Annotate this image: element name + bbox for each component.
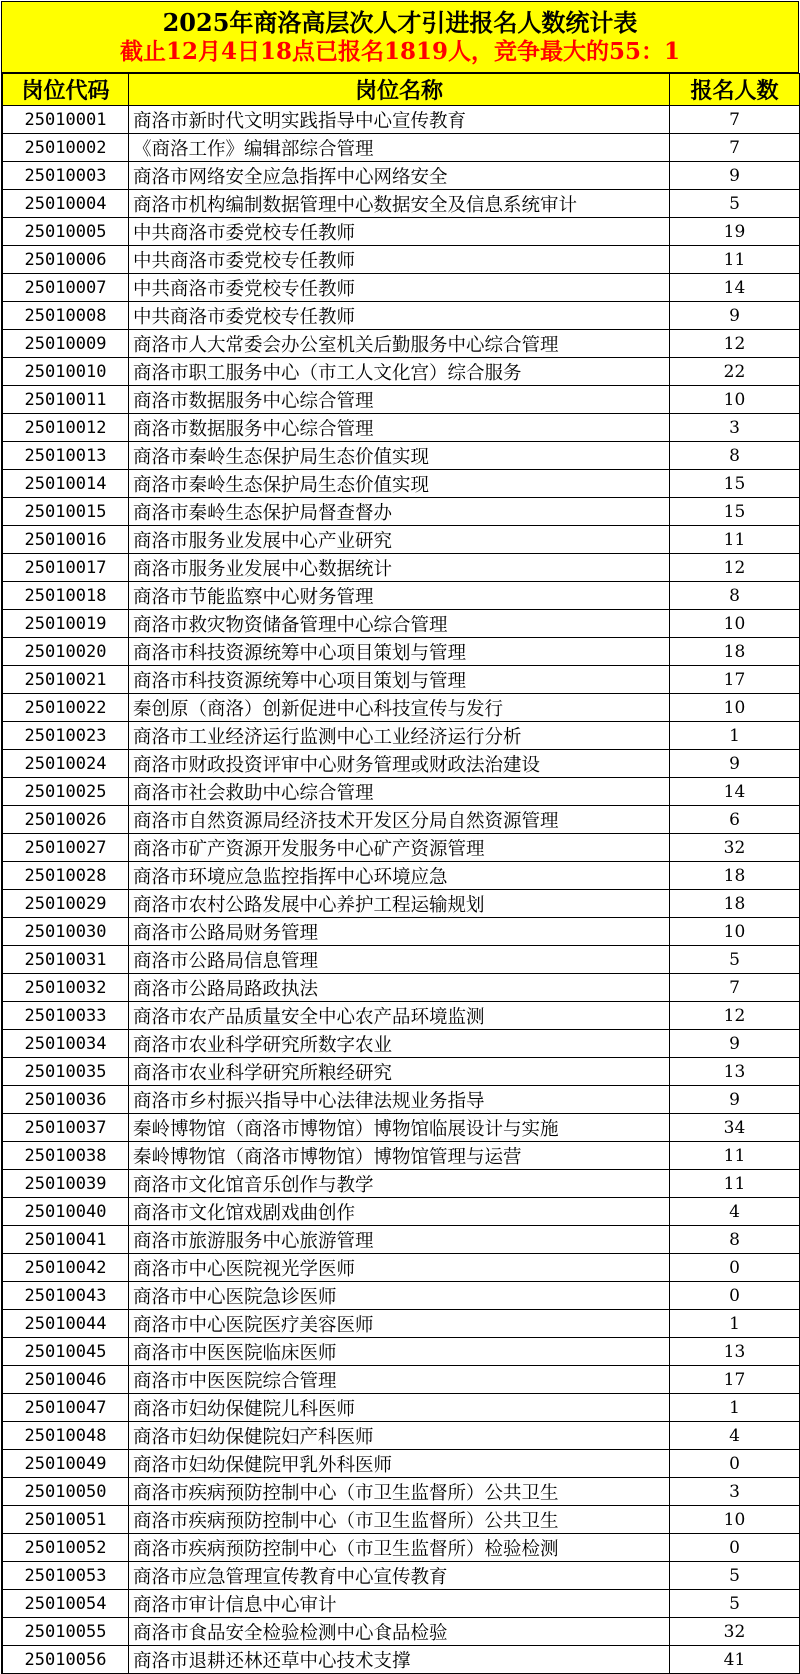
- cell-code: 25010002: [3, 134, 129, 162]
- cell-count: 9: [670, 302, 800, 330]
- table-row: [3, 1002, 800, 1030]
- cell-count: 10: [670, 1506, 800, 1534]
- cell-code: 25010033: [3, 1002, 129, 1030]
- cell-name: 商洛市中心医院急诊医师: [129, 1282, 670, 1310]
- cell-code: 25010007: [3, 274, 129, 302]
- cell-count: 3: [670, 414, 800, 442]
- cell-count: 9: [670, 1030, 800, 1058]
- cell-code: 25010024: [3, 750, 129, 778]
- cell-count: 1: [670, 722, 800, 750]
- cell-code: 25010051: [3, 1506, 129, 1534]
- cell-count: 17: [670, 666, 800, 694]
- cell-count: 11: [670, 1142, 800, 1170]
- cell-code: 25010026: [3, 806, 129, 834]
- cell-code: 25010043: [3, 1282, 129, 1310]
- table-subtitle: 截止12月4日18点已报名1819人，竞争最大的55：1: [119, 38, 681, 65]
- table-row: [3, 1562, 800, 1590]
- table-row: [3, 834, 800, 862]
- cell-count: 10: [670, 918, 800, 946]
- table-row: [3, 1310, 800, 1338]
- cell-name: 商洛市审计信息中心审计: [129, 1590, 670, 1618]
- cell-count: 15: [670, 470, 800, 498]
- cell-code: 25010028: [3, 862, 129, 890]
- cell-code: 25010049: [3, 1450, 129, 1478]
- cell-code: 25010016: [3, 526, 129, 554]
- cell-code: 25010052: [3, 1534, 129, 1562]
- table-row: [3, 498, 800, 526]
- cell-name: 商洛市工业经济运行监测中心工业经济运行分析: [129, 722, 670, 750]
- cell-name: 商洛市妇幼保健院妇产科医师: [129, 1422, 670, 1450]
- cell-code: 25010048: [3, 1422, 129, 1450]
- cell-name: 《商洛工作》编辑部综合管理: [129, 134, 670, 162]
- cell-name: 商洛市中心医院视光学医师: [129, 1254, 670, 1282]
- cell-code: 25010023: [3, 722, 129, 750]
- cell-name: 商洛市食品安全检验检测中心食品检验: [129, 1618, 670, 1646]
- cell-count: 4: [670, 1198, 800, 1226]
- cell-name: 商洛市自然资源局经济技术开发区分局自然资源管理: [129, 806, 670, 834]
- cell-code: 25010044: [3, 1310, 129, 1338]
- cell-name: 商洛市人大常委会办公室机关后勤服务中心综合管理: [129, 330, 670, 358]
- table-row: [3, 1030, 800, 1058]
- cell-count: 0: [670, 1254, 800, 1282]
- cell-count: 7: [670, 106, 800, 134]
- table-row: [3, 106, 800, 134]
- table-row: [3, 1646, 800, 1674]
- spreadsheet: [1, 1, 799, 1674]
- cell-count: 14: [670, 274, 800, 302]
- cell-code: 25010013: [3, 442, 129, 470]
- table-row: [3, 442, 800, 470]
- table-row: [3, 890, 800, 918]
- table-row: [3, 554, 800, 582]
- cell-count: 11: [670, 526, 800, 554]
- cell-code: 25010009: [3, 330, 129, 358]
- cell-code: 25010037: [3, 1114, 129, 1142]
- cell-count: 18: [670, 638, 800, 666]
- cell-code: 25010034: [3, 1030, 129, 1058]
- cell-name: 中共商洛市委党校专任教师: [129, 274, 670, 302]
- cell-code: 25010042: [3, 1254, 129, 1282]
- table-row: [3, 1422, 800, 1450]
- cell-name: 商洛市秦岭生态保护局生态价值实现: [129, 442, 670, 470]
- table-row: [3, 1394, 800, 1422]
- table-row: [3, 526, 800, 554]
- cell-count: 1: [670, 1310, 800, 1338]
- cell-count: 9: [670, 162, 800, 190]
- cell-name: 商洛市旅游服务中心旅游管理: [129, 1226, 670, 1254]
- table-row: [3, 1058, 800, 1086]
- cell-count: 22: [670, 358, 800, 386]
- cell-count: 14: [670, 778, 800, 806]
- cell-name: 商洛市矿产资源开发服务中心矿产资源管理: [129, 834, 670, 862]
- cell-count: 5: [670, 1562, 800, 1590]
- cell-count: 8: [670, 442, 800, 470]
- header-name: 岗位名称: [129, 74, 670, 106]
- cell-code: 25010008: [3, 302, 129, 330]
- cell-name: 商洛市疾病预防控制中心（市卫生监督所）公共卫生: [129, 1506, 670, 1534]
- cell-count: 0: [670, 1450, 800, 1478]
- cell-name: 商洛市秦岭生态保护局生态价值实现: [129, 470, 670, 498]
- cell-code: 25010054: [3, 1590, 129, 1618]
- cell-name: 商洛市科技资源统筹中心项目策划与管理: [129, 666, 670, 694]
- table-row: [3, 1226, 800, 1254]
- cell-count: 11: [670, 246, 800, 274]
- cell-name: 商洛市乡村振兴指导中心法律法规业务指导: [129, 1086, 670, 1114]
- cell-code: 25010004: [3, 190, 129, 218]
- cell-name: 秦岭博物馆（商洛市博物馆）博物馆管理与运营: [129, 1142, 670, 1170]
- table-row: [3, 806, 800, 834]
- cell-count: 10: [670, 610, 800, 638]
- cell-count: 13: [670, 1338, 800, 1366]
- cell-count: 41: [670, 1646, 800, 1674]
- cell-count: 0: [670, 1534, 800, 1562]
- cell-code: 25010011: [3, 386, 129, 414]
- cell-name: 商洛市退耕还林还草中心技术支撑: [129, 1646, 670, 1674]
- cell-name: 商洛市公路局信息管理: [129, 946, 670, 974]
- cell-code: 25010041: [3, 1226, 129, 1254]
- table-row: [3, 1478, 800, 1506]
- table-row: [3, 1534, 800, 1562]
- cell-name: 商洛市中医医院综合管理: [129, 1366, 670, 1394]
- cell-name: 商洛市网络安全应急指挥中心网络安全: [129, 162, 670, 190]
- cell-code: 25010012: [3, 414, 129, 442]
- table-row: [3, 246, 800, 274]
- cell-code: 25010030: [3, 918, 129, 946]
- cell-count: 19: [670, 218, 800, 246]
- cell-code: 25010010: [3, 358, 129, 386]
- cell-name: 商洛市机构编制数据管理中心数据安全及信息系统审计: [129, 190, 670, 218]
- table-row: [3, 722, 800, 750]
- cell-name: 商洛市社会救助中心综合管理: [129, 778, 670, 806]
- cell-name: 商洛市环境应急监控指挥中心环境应急: [129, 862, 670, 890]
- cell-name: 商洛市救灾物资储备管理中心综合管理: [129, 610, 670, 638]
- cell-name: 商洛市农村公路发展中心养护工程运输规划: [129, 890, 670, 918]
- cell-code: 25010018: [3, 582, 129, 610]
- table-row: [3, 470, 800, 498]
- table-row: [3, 918, 800, 946]
- cell-count: 10: [670, 386, 800, 414]
- cell-name: 商洛市秦岭生态保护局督查督办: [129, 498, 670, 526]
- cell-code: 25010001: [3, 106, 129, 134]
- cell-code: 25010027: [3, 834, 129, 862]
- table-title: 2025年商洛高层次人才引进报名人数统计表: [162, 8, 638, 37]
- cell-name: 商洛市农产品质量安全中心农产品环境监测: [129, 1002, 670, 1030]
- table-row: [3, 974, 800, 1002]
- cell-code: 25010017: [3, 554, 129, 582]
- cell-count: 12: [670, 330, 800, 358]
- table-row: [3, 778, 800, 806]
- table-row: [3, 1366, 800, 1394]
- cell-code: 25010050: [3, 1478, 129, 1506]
- cell-code: 25010053: [3, 1562, 129, 1590]
- table-row: [3, 330, 800, 358]
- cell-code: 25010047: [3, 1394, 129, 1422]
- table-row: [3, 386, 800, 414]
- cell-code: 25010006: [3, 246, 129, 274]
- table-row: [3, 414, 800, 442]
- cell-code: 25010036: [3, 1086, 129, 1114]
- cell-name: 秦岭博物馆（商洛市博物馆）博物馆临展设计与实施: [129, 1114, 670, 1142]
- cell-name: 商洛市疾病预防控制中心（市卫生监督所）检验检测: [129, 1534, 670, 1562]
- cell-count: 12: [670, 1002, 800, 1030]
- cell-name: 商洛市中心医院医疗美容医师: [129, 1310, 670, 1338]
- table-row: [3, 1338, 800, 1366]
- cell-code: 25010003: [3, 162, 129, 190]
- cell-name: 商洛市数据服务中心综合管理: [129, 386, 670, 414]
- cell-name: 商洛市中医医院临床医师: [129, 1338, 670, 1366]
- table-row: [3, 1086, 800, 1114]
- table-row: [3, 134, 800, 162]
- table-row: [3, 358, 800, 386]
- cell-code: 25010035: [3, 1058, 129, 1086]
- cell-count: 1: [670, 1394, 800, 1422]
- cell-name: 商洛市服务业发展中心数据统计: [129, 554, 670, 582]
- cell-name: 商洛市妇幼保健院甲乳外科医师: [129, 1450, 670, 1478]
- cell-count: 6: [670, 806, 800, 834]
- cell-name: 商洛市文化馆音乐创作与教学: [129, 1170, 670, 1198]
- cell-name: 商洛市服务业发展中心产业研究: [129, 526, 670, 554]
- cell-code: 25010056: [3, 1646, 129, 1674]
- cell-name: 商洛市新时代文明实践指导中心宣传教育: [129, 106, 670, 134]
- cell-name: 商洛市数据服务中心综合管理: [129, 414, 670, 442]
- table-row: [3, 582, 800, 610]
- cell-code: 25010015: [3, 498, 129, 526]
- cell-count: 3: [670, 1478, 800, 1506]
- table-row: [3, 1142, 800, 1170]
- cell-code: 25010029: [3, 890, 129, 918]
- cell-code: 25010014: [3, 470, 129, 498]
- cell-count: 4: [670, 1422, 800, 1450]
- cell-code: 25010055: [3, 1618, 129, 1646]
- table-row: [3, 750, 800, 778]
- cell-count: 18: [670, 862, 800, 890]
- cell-count: 11: [670, 1170, 800, 1198]
- cell-count: 8: [670, 1226, 800, 1254]
- table-row: [3, 1506, 800, 1534]
- cell-count: 5: [670, 946, 800, 974]
- title-block: [2, 1, 799, 73]
- cell-name: 商洛市公路局路政执法: [129, 974, 670, 1002]
- table-row: [3, 218, 800, 246]
- cell-name: 商洛市财政投资评审中心财务管理或财政法治建设: [129, 750, 670, 778]
- cell-code: 25010032: [3, 974, 129, 1002]
- cell-name: 中共商洛市委党校专任教师: [129, 218, 670, 246]
- table-row: [3, 1198, 800, 1226]
- cell-count: 7: [670, 134, 800, 162]
- cell-code: 25010038: [3, 1142, 129, 1170]
- cell-name: 商洛市公路局财务管理: [129, 918, 670, 946]
- cell-code: 25010046: [3, 1366, 129, 1394]
- cell-code: 25010025: [3, 778, 129, 806]
- cell-count: 0: [670, 1282, 800, 1310]
- cell-count: 9: [670, 750, 800, 778]
- cell-count: 5: [670, 1590, 800, 1618]
- cell-code: 25010021: [3, 666, 129, 694]
- cell-name: 中共商洛市委党校专任教师: [129, 246, 670, 274]
- cell-code: 25010005: [3, 218, 129, 246]
- table-row: [3, 946, 800, 974]
- cell-count: 5: [670, 190, 800, 218]
- cell-code: 25010040: [3, 1198, 129, 1226]
- registration-table: [2, 73, 800, 1674]
- header-code: 岗位代码: [3, 74, 129, 106]
- cell-name: 商洛市节能监察中心财务管理: [129, 582, 670, 610]
- cell-code: 25010039: [3, 1170, 129, 1198]
- table-row: [3, 1450, 800, 1478]
- cell-count: 9: [670, 1086, 800, 1114]
- cell-name: 商洛市疾病预防控制中心（市卫生监督所）公共卫生: [129, 1478, 670, 1506]
- cell-name: 中共商洛市委党校专任教师: [129, 302, 670, 330]
- table-row: [3, 638, 800, 666]
- table-row: [3, 1254, 800, 1282]
- cell-count: 13: [670, 1058, 800, 1086]
- table-row: [3, 610, 800, 638]
- table-row: [3, 1590, 800, 1618]
- table-row: [3, 862, 800, 890]
- cell-name: 秦创原（商洛）创新促进中心科技宣传与发行: [129, 694, 670, 722]
- cell-count: 12: [670, 554, 800, 582]
- cell-code: 25010022: [3, 694, 129, 722]
- cell-name: 商洛市妇幼保健院儿科医师: [129, 1394, 670, 1422]
- table-row: [3, 1114, 800, 1142]
- cell-count: 34: [670, 1114, 800, 1142]
- cell-count: 8: [670, 582, 800, 610]
- cell-name: 商洛市应急管理宣传教育中心宣传教育: [129, 1562, 670, 1590]
- table-row: [3, 190, 800, 218]
- table-row: [3, 302, 800, 330]
- cell-count: 7: [670, 974, 800, 1002]
- cell-code: 25010019: [3, 610, 129, 638]
- table-body: [3, 106, 800, 1674]
- cell-name: 商洛市农业科学研究所粮经研究: [129, 1058, 670, 1086]
- table-row: [3, 162, 800, 190]
- cell-name: 商洛市职工服务中心（市工人文化宫）综合服务: [129, 358, 670, 386]
- table-row: [3, 274, 800, 302]
- cell-code: 25010020: [3, 638, 129, 666]
- cell-count: 15: [670, 498, 800, 526]
- table-row: [3, 666, 800, 694]
- table-row: [3, 1282, 800, 1310]
- cell-name: 商洛市文化馆戏剧戏曲创作: [129, 1198, 670, 1226]
- cell-code: 25010045: [3, 1338, 129, 1366]
- header-row: [3, 74, 800, 106]
- cell-count: 32: [670, 834, 800, 862]
- table-row: [3, 1170, 800, 1198]
- cell-code: 25010031: [3, 946, 129, 974]
- cell-name: 商洛市农业科学研究所数字农业: [129, 1030, 670, 1058]
- cell-name: 商洛市科技资源统筹中心项目策划与管理: [129, 638, 670, 666]
- cell-count: 17: [670, 1366, 800, 1394]
- header-count: 报名人数: [670, 74, 800, 106]
- cell-count: 18: [670, 890, 800, 918]
- table-row: [3, 694, 800, 722]
- cell-count: 32: [670, 1618, 800, 1646]
- table-row: [3, 1618, 800, 1646]
- cell-count: 10: [670, 694, 800, 722]
